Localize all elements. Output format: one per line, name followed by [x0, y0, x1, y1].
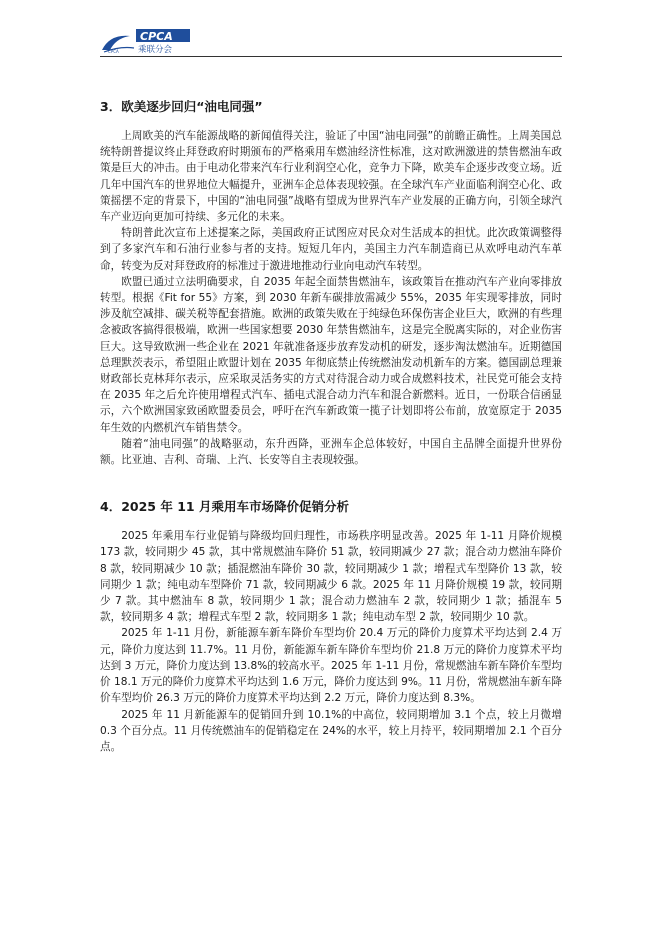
- section-4-paragraph: 2025 年 1-11 月份，新能源车新车降价车型均价 20.4 万元的降价力度算术平均达到 2.4 万元，降价力度达到 11.7%。11 月份，新能源车新车降价车型均价 21.8 万元的降价力度算术平均达到 3 万元，降价力度达到 13.8%的较高水平。2025 年 1-11 月份，常规燃油车新车降价车型均价 18.1 万元的降价力度算术平均达到 1.6 万元，降价力度达到 9%。11 月份，常规燃油车新车降价车型均价 26.3 万元的降价力度算术平均达到 2.2 万元，降价力度达到 8.3%。: [100, 627, 562, 705]
- section-3-paragraph: 随着“油电同强”的战略驱动，东升西降，亚洲车企总体较好，中国自主品牌全面提升世界份额。比亚迪、吉利、奇瑞、上汽、长安等自主表现较强。: [100, 437, 562, 467]
- section-4-heading: 4．2025 年 11 月乘用车市场降价促销分析: [100, 499, 349, 515]
- cpca-logo: [100, 28, 200, 54]
- header-divider: [100, 56, 562, 57]
- section-3-paragraph: 上周欧美的汽车能源战略的新闻值得关注，验证了中国“油电同强”的前瞻正确性。上周美国总统特朗普提议终止拜登政府时期颁布的严格乘用车燃油经济性标准，这对欧洲激进的禁售燃油车政策是巨大的冲击。由于电动化带来汽车行业利润空心化，竞争力下降，欧美车企逐步改变立场。近几年中国汽车的世界地位大幅提升，亚洲车企总体表现较强。在全球汽车产业面临利润空心化、政策摇摆不定的背景下，中国的“油电同强”战略有望成为世界汽车产业发展的正确方向，引领全球汽车产业迈向更加可持续、多元化的未来。: [100, 130, 562, 224]
- logo-text: CPCA: [140, 30, 173, 43]
- logo-subtext: 乘联分会: [138, 45, 173, 54]
- document-body: [100, 96, 562, 755]
- page-header: [100, 28, 562, 58]
- section-4-paragraph: 2025 年 11 月新能源车的促销回升到 10.1%的中高位，较同期增加 3.1 个点，较上月微增 0.3 个百分点。11 月传统燃油车的促销稳定在 24%的水平，较上月持平，较同期增加 2.1 个百分点。: [100, 708, 562, 753]
- logo-emblem-text: CPCA: [108, 49, 119, 54]
- section-4-paragraph: 2025 年乘用车行业促销与降级均回归理性，市场秩序明显改善。2025 年 1-11 月降价规模 173 款，较同期少 45 款，其中常规燃油车降价 51 款，较同期减少 27 款；混合动力燃油车降价 8 款，较同期减少 10 款；插混燃油车降价 30 款，较同期减少 1 款；增程式车型降价 13 款，较同期少 1 款；纯电动车型降价 71 款，较同期减少 6 款。2025 年 11 月降价规模 19 款，较同期少 7 款。其中燃油车 8 款，较同期少 1 款；混合动力燃油车 2 款，较同期少 1 款；插混车 5 款，较同期多 4 款；增程式车型 2 款，较同期多 1 款；纯电动车型 2 款，较同期少 10 款。: [100, 530, 562, 624]
- section-3-paragraph: 特朗普此次宣布上述提案之际，美国政府正试图应对民众对生活成本的担忧。此次政策调整得到了多家汽车和石油行业参与者的支持。短短几年内，美国主力汽车制造商已从欢呼电动汽车革命，转变为反对拜登政府的标准过于激进地推动行业向电动汽车转型。: [100, 227, 562, 272]
- section-3-heading: 3．欧美逐步回归“油电同强”: [100, 99, 263, 114]
- section-3-paragraph: 欧盟已通过立法明确要求，自 2035 年起全面禁售燃油车，该政策旨在推动汽车产业向零排放转型。根据《Fit for 55》方案，到 2030 年新车碳排放需减少 55%，2035 年实现零排放，同时涉及航空减排、碳关税等配套措施。欧洲的政策失败在于纯绿色环保伤害企业巨大，欧洲的有些理念被政客搞得很极端，欧洲一些国家想要 2030 年禁售燃油车，这是完全脱离实际的，对企业伤害巨大。这导致欧洲一些企业在 2021 年就准备逐步放弃发动机的研发，逐步淘汰燃油车。近期德国总理默茨表示，希望阻止欧盟计划在 2035 年彻底禁止传统燃油发动机新车的方案。德国副总理兼财政部长克林拜尔表示，应采取灵活务实的方式对待混合动力或合成燃料技术，社民党可能会支持在 2035 年之后允许使用增程式汽车、插电式混合动力汽车和混合新燃料。近日，一份联合信函显示，六个欧洲国家致函欧盟委员会，呼吁在汽车新政策一揽子计划即将公布前，放宽原定于 2035 年生效的内燃机汽车销售禁令。: [100, 275, 562, 434]
